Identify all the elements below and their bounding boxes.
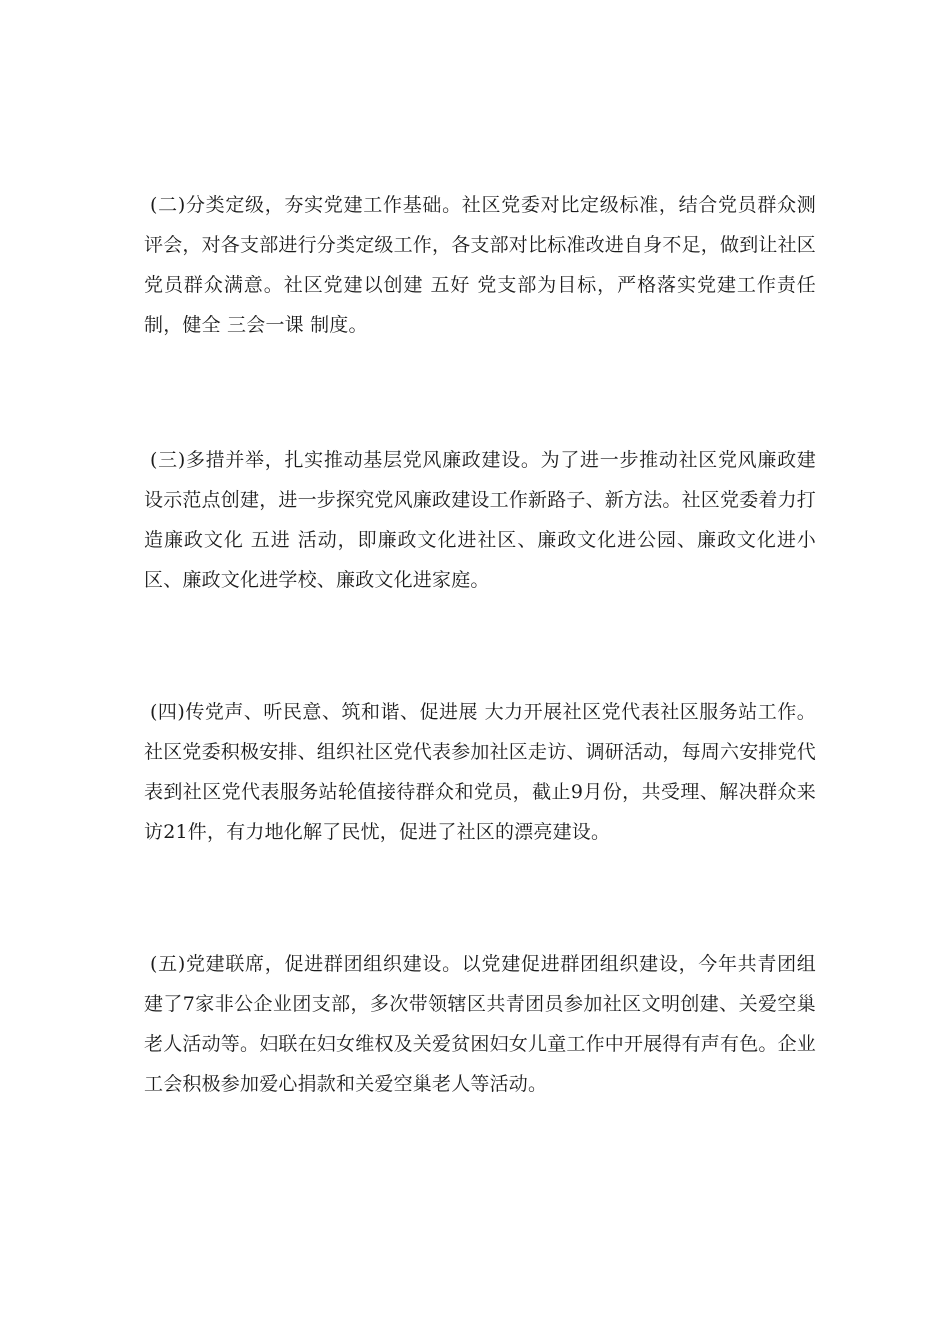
- paragraph-section-5: (五)党建联席，促进群团组织建设。以党建促进群团组织建设，今年共青团组建了7家非公企业团支部，多次带领辖区共青团员参加社区文明创建、关爱空巢老人活动等。妇联在妇女维权及关爱贫困妇女儿童工作中开展得有声有色。企业工会积极参加爱心捐款和关爱空巢老人等活动。: [144, 953, 817, 1095]
- paragraph-section-4: (四)传党声、听民意、筑和谐、促进展 大力开展社区党代表社区服务站工作。社区党委积极安排、组织社区党代表参加社区走访、调研活动，每周六安排党代表到社区党代表服务站轮值接待群众和党员，截止9月份，共受理、解决群众来访21件，有力地化解了民忧，促进了社区的漂亮建设。: [144, 701, 817, 843]
- paragraph-section-2: (二)分类定级，夯实党建工作基础。社区党委对比定级标准，结合党员群众测评会，对各支部进行分类定级工作，各支部对比标准改进自身不足，做到让社区党员群众满意。社区党建以创建 五好 党支部为目标，严格落实党建工作责任制，健全 三会一课 制度。: [144, 194, 817, 336]
- paragraph-section-3: (三)多措并举，扎实推动基层党风廉政建设。为了进一步推动社区党风廉政建设示范点创建，进一步探究党风廉政建设工作新路子、新方法。社区党委着力打造廉政文化 五进 活动，即廉政文化进社区、廉政文化进公园、廉政文化进小区、廉政文化进学校、廉政文化进家庭。: [144, 449, 817, 591]
